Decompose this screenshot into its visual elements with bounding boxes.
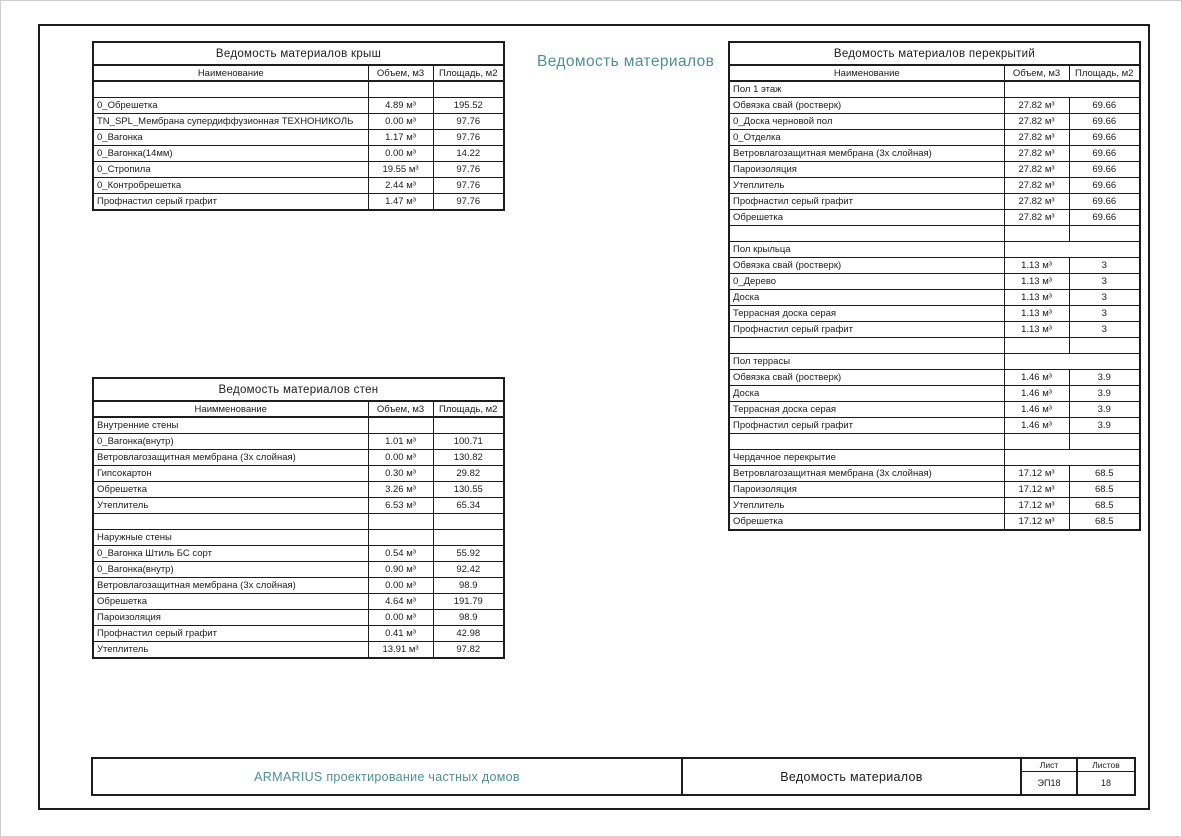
area-cell: 69.66 bbox=[1069, 146, 1140, 162]
empty-cell bbox=[1069, 338, 1140, 354]
material-name-cell: Обвязка свай (ростверк) bbox=[729, 258, 1004, 274]
table-row bbox=[729, 418, 1140, 434]
empty-cell bbox=[368, 81, 433, 98]
area-cell: 130.82 bbox=[433, 450, 504, 466]
volume-cell: 17.12 м³ bbox=[1004, 514, 1069, 531]
merged-empty-cell bbox=[1004, 450, 1140, 466]
area-cell: 92.42 bbox=[433, 562, 504, 578]
section-row bbox=[93, 530, 504, 546]
volume-cell: 27.82 м³ bbox=[1004, 98, 1069, 114]
company-name: ARMARIUS проектирование частных домов bbox=[93, 759, 683, 794]
volume-cell: 27.82 м³ bbox=[1004, 146, 1069, 162]
sheets-total-label: Листов bbox=[1078, 759, 1134, 772]
table-row bbox=[93, 578, 504, 594]
area-cell: 98.9 bbox=[433, 578, 504, 594]
empty-cell bbox=[729, 434, 1004, 450]
table-title: Ведомость материалов крыш bbox=[93, 42, 504, 65]
material-name-cell: 0_Вагонка(внутр) bbox=[93, 562, 368, 578]
volume-cell: 17.12 м³ bbox=[1004, 498, 1069, 514]
empty-cell bbox=[1069, 226, 1140, 242]
table-row bbox=[729, 130, 1140, 146]
area-cell: 68.5 bbox=[1069, 514, 1140, 531]
table-row bbox=[93, 114, 504, 130]
empty-cell bbox=[729, 226, 1004, 242]
table-row bbox=[729, 274, 1140, 290]
area-cell: 195.52 bbox=[433, 98, 504, 114]
volume-cell: 27.82 м³ bbox=[1004, 162, 1069, 178]
table-row bbox=[93, 610, 504, 626]
table-row bbox=[93, 178, 504, 194]
area-cell: 3 bbox=[1069, 290, 1140, 306]
section-row bbox=[729, 242, 1140, 258]
table-row bbox=[729, 386, 1140, 402]
section-row bbox=[729, 81, 1140, 98]
sheets-total-value: 18 bbox=[1100, 778, 1111, 788]
volume-cell: 0.00 м³ bbox=[368, 450, 433, 466]
table-row bbox=[93, 162, 504, 178]
volume-cell: 0.00 м³ bbox=[368, 146, 433, 162]
table-row bbox=[93, 482, 504, 498]
empty-row bbox=[729, 226, 1140, 242]
table-row bbox=[93, 146, 504, 162]
volume-cell: 1.47 м³ bbox=[368, 194, 433, 211]
volume-cell: 1.01 м³ bbox=[368, 434, 433, 450]
table-row bbox=[729, 370, 1140, 386]
document-title: Ведомость материалов bbox=[683, 759, 1022, 794]
material-name-cell: Пароизоляция bbox=[729, 162, 1004, 178]
area-cell: 69.66 bbox=[1069, 194, 1140, 210]
material-name-cell: Обрешетка bbox=[729, 210, 1004, 226]
material-name-cell: 0_Обрешетка bbox=[93, 98, 368, 114]
merged-empty-cell bbox=[1004, 242, 1140, 258]
column-header: Объем, м3 bbox=[368, 401, 433, 417]
table-row bbox=[93, 466, 504, 482]
material-name-cell: Утеплитель bbox=[729, 178, 1004, 194]
empty-row bbox=[729, 338, 1140, 354]
area-cell: 3 bbox=[1069, 258, 1140, 274]
table-row bbox=[729, 482, 1140, 498]
material-name-cell: Доска bbox=[729, 290, 1004, 306]
table-row bbox=[729, 514, 1140, 531]
table-title: Ведомость материалов перекрытий bbox=[729, 42, 1140, 65]
volume-cell: 0.30 м³ bbox=[368, 466, 433, 482]
empty-row bbox=[93, 514, 504, 530]
table-row bbox=[93, 562, 504, 578]
volume-cell: 1.13 м³ bbox=[1004, 290, 1069, 306]
volume-cell: 27.82 м³ bbox=[1004, 114, 1069, 130]
material-name-cell: Гипсокартон bbox=[93, 466, 368, 482]
table-row bbox=[729, 114, 1140, 130]
volume-cell: 0.00 м³ bbox=[368, 114, 433, 130]
area-cell: 68.5 bbox=[1069, 466, 1140, 482]
sheet-label: Лист bbox=[1022, 759, 1078, 772]
table-row bbox=[729, 322, 1140, 338]
volume-cell: 27.82 м³ bbox=[1004, 210, 1069, 226]
table-row bbox=[729, 498, 1140, 514]
section-name-cell: Пол террасы bbox=[729, 354, 1004, 370]
area-cell: 3 bbox=[1069, 274, 1140, 290]
table-row bbox=[93, 594, 504, 610]
volume-cell: 4.89 м³ bbox=[368, 98, 433, 114]
area-cell: 55.92 bbox=[433, 546, 504, 562]
material-name-cell: Пароизоляция bbox=[93, 610, 368, 626]
material-name-cell: Пароизоляция bbox=[729, 482, 1004, 498]
table-row bbox=[93, 642, 504, 659]
floors-materials-table bbox=[728, 41, 1141, 531]
volume-cell: 0.90 м³ bbox=[368, 562, 433, 578]
empty-cell bbox=[93, 81, 368, 98]
table-row bbox=[729, 402, 1140, 418]
material-name-cell: Террасная доска серая bbox=[729, 402, 1004, 418]
material-name-cell: 0_Вагонка(14мм) bbox=[93, 146, 368, 162]
volume-cell: 17.12 м³ bbox=[1004, 466, 1069, 482]
volume-cell: 27.82 м³ bbox=[1004, 194, 1069, 210]
material-name-cell: 0_Доска черновой пол bbox=[729, 114, 1004, 130]
volume-cell: 1.13 м³ bbox=[1004, 274, 1069, 290]
volume-cell: 27.82 м³ bbox=[1004, 178, 1069, 194]
volume-cell: 1.46 м³ bbox=[1004, 386, 1069, 402]
empty-cell bbox=[1004, 226, 1069, 242]
area-cell bbox=[433, 530, 504, 546]
volume-cell: 4.64 м³ bbox=[368, 594, 433, 610]
area-cell: 98.9 bbox=[433, 610, 504, 626]
area-cell bbox=[433, 417, 504, 434]
empty-cell bbox=[729, 338, 1004, 354]
walls-materials-table bbox=[92, 377, 505, 659]
material-name-cell: Ветровлагозащитная мембрана (3х слойная) bbox=[93, 578, 368, 594]
table-row bbox=[93, 98, 504, 114]
area-cell: 97.82 bbox=[433, 642, 504, 659]
material-name-cell: Доска bbox=[729, 386, 1004, 402]
material-name-cell: 0_Стропила bbox=[93, 162, 368, 178]
empty-row bbox=[729, 434, 1140, 450]
material-name-cell: Обвязка свай (ростверк) bbox=[729, 98, 1004, 114]
table-row bbox=[729, 290, 1140, 306]
material-name-cell: 0_Вагонка Штиль БС сорт bbox=[93, 546, 368, 562]
volume-cell: 19.55 м³ bbox=[368, 162, 433, 178]
empty-cell bbox=[368, 514, 433, 530]
column-header: Площадь, м2 bbox=[433, 401, 504, 417]
section-name-cell: Чердачное перекрытие bbox=[729, 450, 1004, 466]
area-cell: 3.9 bbox=[1069, 370, 1140, 386]
material-name-cell: Обрешетка bbox=[93, 482, 368, 498]
material-name-cell: Профнастил серый графит bbox=[729, 194, 1004, 210]
material-name-cell: Профнастил серый графит bbox=[93, 194, 368, 211]
area-cell: 29.82 bbox=[433, 466, 504, 482]
volume-cell: 1.17 м³ bbox=[368, 130, 433, 146]
area-cell: 191.79 bbox=[433, 594, 504, 610]
volume-cell: 3.26 м³ bbox=[368, 482, 433, 498]
empty-cell bbox=[1069, 434, 1140, 450]
section-name-cell: Внутренние стены bbox=[93, 417, 368, 434]
volume-cell: 0.54 м³ bbox=[368, 546, 433, 562]
table-row bbox=[93, 434, 504, 450]
column-header: Наименование bbox=[729, 65, 1004, 81]
material-name-cell: Профнастил серый графит bbox=[93, 626, 368, 642]
sheet-number: ЭП18 bbox=[1022, 772, 1078, 794]
volume-cell: 1.13 м³ bbox=[1004, 306, 1069, 322]
section-name-cell: Наружные стены bbox=[93, 530, 368, 546]
empty-cell bbox=[433, 514, 504, 530]
table-row bbox=[729, 466, 1140, 482]
volume-cell: 1.13 м³ bbox=[1004, 258, 1069, 274]
volume-cell: 27.82 м³ bbox=[1004, 130, 1069, 146]
material-name-cell: 0_Вагонка(внутр) bbox=[93, 434, 368, 450]
table-row bbox=[729, 146, 1140, 162]
volume-cell: 0.00 м³ bbox=[368, 578, 433, 594]
volume-cell: 17.12 м³ bbox=[1004, 482, 1069, 498]
material-name-cell: Террасная доска серая bbox=[729, 306, 1004, 322]
material-name-cell: 0_Дерево bbox=[729, 274, 1004, 290]
material-name-cell: Профнастил серый графит bbox=[729, 322, 1004, 338]
area-cell: 97.76 bbox=[433, 130, 504, 146]
table-row bbox=[729, 258, 1140, 274]
column-header: Объем, м3 bbox=[368, 65, 433, 81]
column-header: Площадь, м2 bbox=[1069, 65, 1140, 81]
merged-empty-cell bbox=[1004, 354, 1140, 370]
area-cell: 100.71 bbox=[433, 434, 504, 450]
area-cell: 69.66 bbox=[1069, 114, 1140, 130]
empty-cell bbox=[93, 514, 368, 530]
roof-materials-table bbox=[92, 41, 505, 211]
area-cell: 69.66 bbox=[1069, 210, 1140, 226]
page-title: Ведомость материалов bbox=[537, 53, 715, 70]
volume-cell: 1.46 м³ bbox=[1004, 402, 1069, 418]
area-cell: 97.76 bbox=[433, 194, 504, 211]
area-cell: 97.76 bbox=[433, 114, 504, 130]
volume-cell: 6.53 м³ bbox=[368, 498, 433, 514]
material-name-cell: Ветровлагозащитная мембрана (3х слойная) bbox=[93, 450, 368, 466]
material-name-cell: Обрешетка bbox=[729, 514, 1004, 531]
empty-row bbox=[93, 81, 504, 98]
area-cell: 68.5 bbox=[1069, 482, 1140, 498]
area-cell: 97.76 bbox=[433, 178, 504, 194]
material-name-cell: Утеплитель bbox=[93, 498, 368, 514]
section-name-cell: Пол 1 этаж bbox=[729, 81, 1004, 98]
table-row bbox=[729, 306, 1140, 322]
material-name-cell: Профнастил серый графит bbox=[729, 418, 1004, 434]
table-row bbox=[729, 210, 1140, 226]
merged-empty-cell bbox=[1004, 81, 1140, 98]
material-name-cell: 0_Вагонка bbox=[93, 130, 368, 146]
empty-cell bbox=[1004, 338, 1069, 354]
table-row bbox=[729, 194, 1140, 210]
table-row bbox=[729, 178, 1140, 194]
material-name-cell: Обрешетка bbox=[93, 594, 368, 610]
area-cell: 69.66 bbox=[1069, 162, 1140, 178]
material-name-cell: 0_Отделка bbox=[729, 130, 1004, 146]
column-header: Объем, м3 bbox=[1004, 65, 1069, 81]
table-row bbox=[93, 130, 504, 146]
area-cell: 42.98 bbox=[433, 626, 504, 642]
volume-cell: 13.91 м³ bbox=[368, 642, 433, 659]
area-cell: 3 bbox=[1069, 322, 1140, 338]
empty-cell bbox=[433, 81, 504, 98]
area-cell: 69.66 bbox=[1069, 98, 1140, 114]
area-cell: 130.55 bbox=[433, 482, 504, 498]
table-row bbox=[93, 450, 504, 466]
area-cell: 3.9 bbox=[1069, 418, 1140, 434]
area-cell: 69.66 bbox=[1069, 130, 1140, 146]
column-header: Наименование bbox=[93, 65, 368, 81]
area-cell: 3.9 bbox=[1069, 402, 1140, 418]
section-row bbox=[729, 450, 1140, 466]
column-header: Площадь, м2 bbox=[433, 65, 504, 81]
volume-cell: 2.44 м³ bbox=[368, 178, 433, 194]
title-block bbox=[91, 757, 1136, 796]
table-row bbox=[729, 162, 1140, 178]
table-row bbox=[729, 98, 1140, 114]
area-cell: 65.34 bbox=[433, 498, 504, 514]
empty-cell bbox=[1004, 434, 1069, 450]
table-row bbox=[93, 546, 504, 562]
material-name-cell: Обвязка свай (ростверк) bbox=[729, 370, 1004, 386]
volume-cell: 1.46 м³ bbox=[1004, 370, 1069, 386]
area-cell: 69.66 bbox=[1069, 178, 1140, 194]
material-name-cell: Ветровлагозащитная мембрана (3х слойная) bbox=[729, 466, 1004, 482]
volume-cell bbox=[368, 417, 433, 434]
table-row bbox=[93, 194, 504, 211]
area-cell: 14.22 bbox=[433, 146, 504, 162]
area-cell: 97.76 bbox=[433, 162, 504, 178]
section-row bbox=[93, 417, 504, 434]
material-name-cell: Утеплитель bbox=[93, 642, 368, 659]
area-cell: 3 bbox=[1069, 306, 1140, 322]
material-name-cell: 0_Контробрешетка bbox=[93, 178, 368, 194]
volume-cell: 1.13 м³ bbox=[1004, 322, 1069, 338]
volume-cell: 0.00 м³ bbox=[368, 610, 433, 626]
table-title: Ведомость материалов стен bbox=[93, 378, 504, 401]
area-cell: 3.9 bbox=[1069, 386, 1140, 402]
table-row bbox=[93, 498, 504, 514]
table-row bbox=[93, 626, 504, 642]
volume-cell: 1.46 м³ bbox=[1004, 418, 1069, 434]
material-name-cell: Утеплитель bbox=[729, 498, 1004, 514]
material-name-cell: TN_SPL_Мембрана супердиффузионная ТЕХНОНИКОЛЬ bbox=[93, 114, 368, 130]
section-name-cell: Пол крыльца bbox=[729, 242, 1004, 258]
area-cell: 68.5 bbox=[1069, 498, 1140, 514]
section-row bbox=[729, 354, 1140, 370]
volume-cell bbox=[368, 530, 433, 546]
column-header: Наимменование bbox=[93, 401, 368, 417]
volume-cell: 0.41 м³ bbox=[368, 626, 433, 642]
material-name-cell: Ветровлагозащитная мембрана (3х слойная) bbox=[729, 146, 1004, 162]
